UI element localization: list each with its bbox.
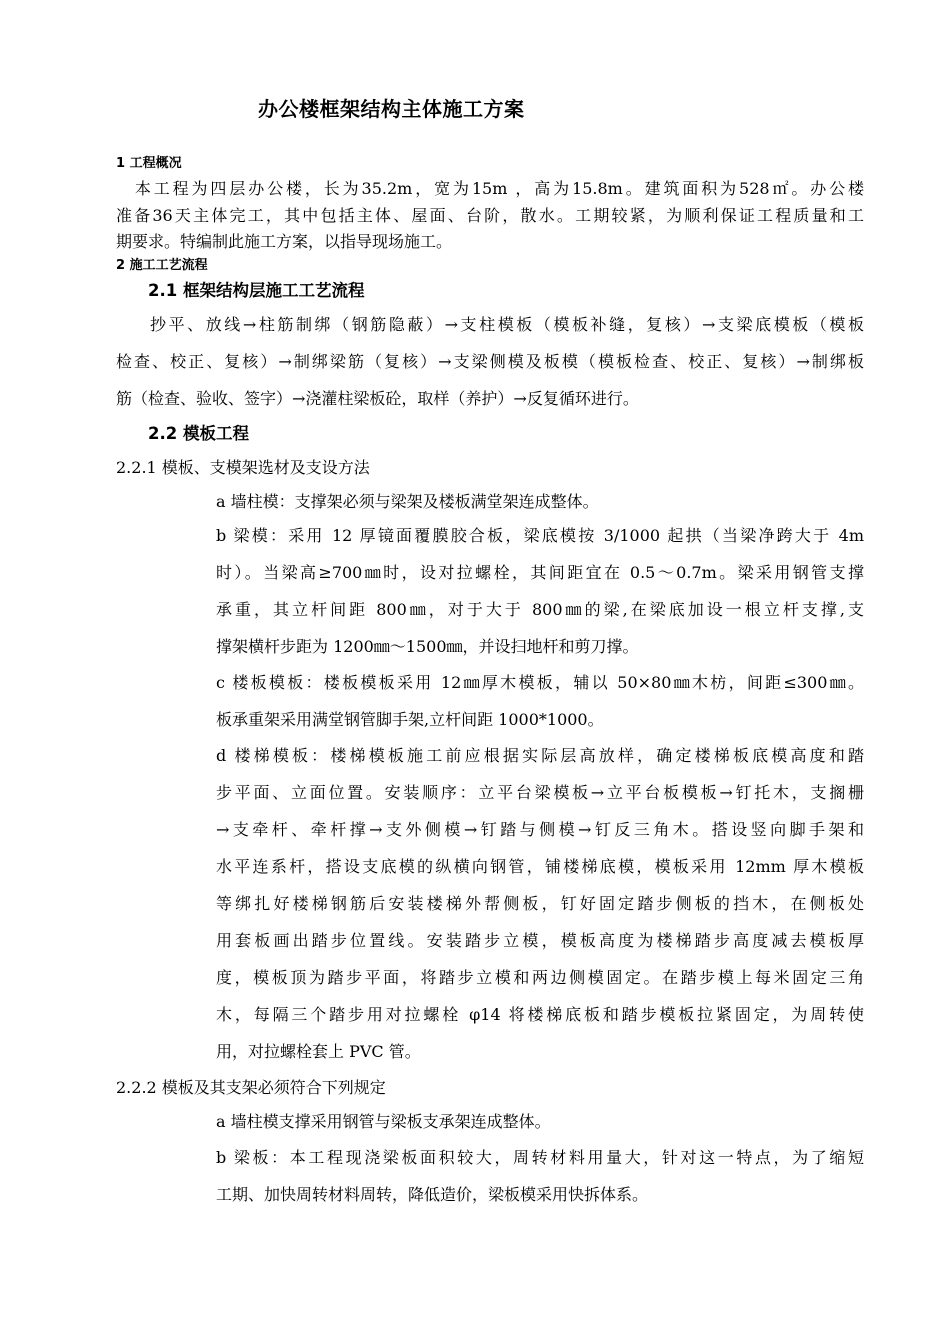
section-1-heading: 1 工程概况 — [116, 156, 182, 171]
item-d-line-1: d 楼梯模板：楼梯模板施工前应根据实际层高放样，确定楼梯板底模高度和踏 — [216, 746, 864, 765]
section-2-1-heading: 2.1 框架结构层施工工艺流程 — [148, 281, 365, 300]
flow-line-3: 筋（检查、验收、签字）→浇灌柱梁板砼，取样（养护）→反复循环进行。 — [116, 389, 639, 408]
item-c-line-2: 板承重架采用满堂钢管脚手架,立杆间距 1000*1000。 — [216, 710, 604, 729]
flow-line-1: 抄平、放线→柱筋制绑（钢筋隐蔽）→支柱模板（模板补缝，复核）→支梁底模板（模板 — [150, 315, 864, 334]
document-title: 办公楼框架结构主体施工方案 — [258, 97, 525, 121]
section-1-line-3: 期要求。特编制此施工方案，以指导现场施工。 — [116, 232, 453, 251]
item-d-line-7: 度，模板顶为踏步平面，将踏步立模和两边侧模固定。在踏步模上每米固定三角 — [216, 968, 864, 987]
item-d-line-4: 水平连系杆，搭设支底模的纵横向钢管，铺楼梯底模，模板采用 12mm 厚木模板 — [216, 857, 864, 876]
section-1-line-1: 本工程为四层办公楼，长为35.2m，宽为15m ，高为15.8m。建筑面积为528㎡。办公楼 — [116, 179, 864, 198]
item-c-line-1: c 楼板模板：楼板模板采用 12㎜厚木模板，辅以 50×80㎜木枋，间距≤300㎜。 — [216, 673, 864, 692]
section-2-heading: 2 施工工艺流程 — [116, 258, 208, 273]
item-b-line-3: 承重，其立杆间距 800㎜，对于大于 800㎜的梁,在梁底加设一根立杆支撑,支 — [216, 600, 864, 619]
item-d-line-2: 步平面、立面位置。安装顺序：立平台梁模板→立平台板模板→钉托木，支搁栅 — [216, 783, 864, 802]
item-d-line-9: 用，对拉螺栓套上 PVC 管。 — [216, 1042, 421, 1061]
item-d-line-6: 用套板画出踏步位置线。安装踏步立模，模板高度为楼梯踏步高度减去模板厚 — [216, 931, 864, 950]
item-a-line-1: a 墙柱模：支撑架必须与梁架及楼板满堂架连成整体。 — [216, 492, 599, 511]
section-2-2-1-heading: 2.2.1 模板、支模架选材及支设方法 — [116, 458, 370, 477]
item-d-line-8: 木，每隔三个踏步用对拉螺栓 φ14 将楼梯底板和踏步模板拉紧固定，为周转使 — [216, 1005, 864, 1024]
item-b-line-4: 撑架横杆步距为 1200㎜～1500㎜，并设扫地杆和剪刀撑。 — [216, 637, 639, 656]
item-b-line-1: b 梁模：采用 12 厚镜面覆膜胶合板，梁底模按 3/1000 起拱（当梁净跨大于 4m — [216, 526, 864, 545]
section-2-2-2-heading: 2.2.2 模板及其支架必须符合下列规定 — [116, 1078, 386, 1097]
rule-a-line-1: a 墙柱模支撑采用钢管与梁板支承架连成整体。 — [216, 1112, 551, 1131]
item-d-line-3: →支牵杆、牵杆撑→支外侧模→钉踏与侧模→钉反三角木。搭设竖向脚手架和 — [216, 820, 864, 839]
item-d-line-5: 等绑扎好楼梯钢筋后安装楼梯外帮侧板，钉好固定踏步侧板的挡木，在侧板处 — [216, 894, 864, 913]
flow-line-2: 检查、校正、复核）→制绑梁筋（复核）→支梁侧模及板模（模板检查、校正、复核）→制绑板 — [116, 352, 864, 371]
item-b-line-2: 时）。当梁高≥700㎜时，设对拉螺栓，其间距宜在 0.5～0.7m。梁采用钢管支撑 — [216, 563, 864, 582]
rule-b-line-1: b 梁板：本工程现浇梁板面积较大，周转材料用量大，针对这一特点，为了缩短 — [216, 1148, 864, 1167]
section-1-line-2: 准备36天主体完工，其中包括主体、屋面、台阶，散水。工期较紧，为顺利保证工程质量和工 — [116, 206, 864, 225]
rule-b-line-2: 工期、加快周转材料周转，降低造价，梁板模采用快拆体系。 — [216, 1185, 649, 1204]
section-2-2-heading: 2.2 模板工程 — [148, 424, 249, 443]
